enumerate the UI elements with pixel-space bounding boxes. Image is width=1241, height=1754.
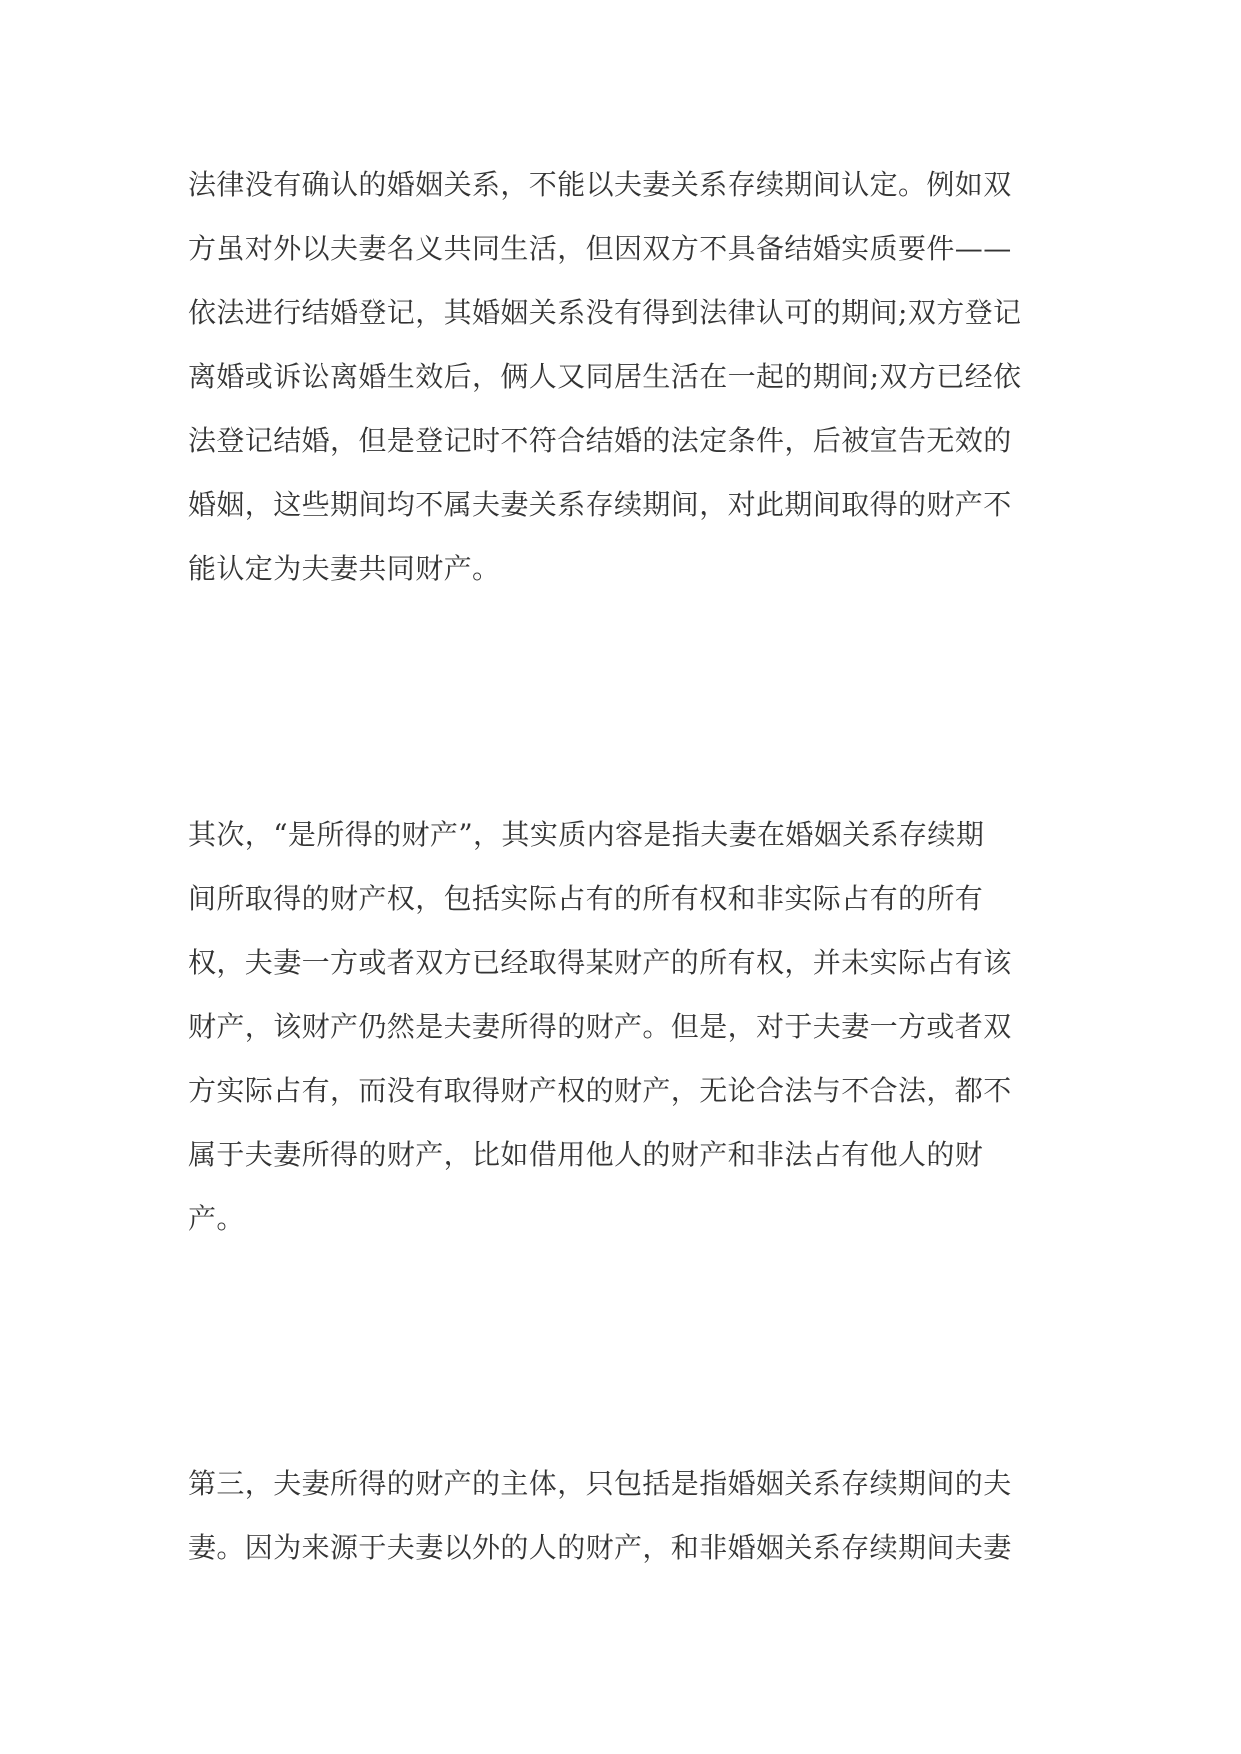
paragraph-line: 能认定为夫妻共同财产。 [188, 552, 501, 585]
paragraph-line: 方虽对外以夫妻名义共同生活，但因双方不具备结婚实质要件—— [188, 232, 1012, 265]
paragraph-line: 属于夫妻所得的财产，比如借用他人的财产和非法占有他人的财 [188, 1138, 984, 1171]
paragraph-line: 间所取得的财产权，包括实际占有的所有权和非实际占有的所有 [188, 882, 984, 915]
paragraph-line: 权，夫妻一方或者双方已经取得某财产的所有权，并未实际占有该 [188, 946, 1012, 979]
paragraph-line: 产。 [188, 1202, 245, 1235]
paragraph-line: 方实际占有，而没有取得财产权的财产，无论合法与不合法，都不 [188, 1074, 1012, 1107]
paragraph-line: 离婚或诉讼离婚生效后，俩人又同居生活在一起的期间;双方已经依 [188, 360, 1022, 393]
paragraph-line: 婚姻，这些期间均不属夫妻关系存续期间，对此期间取得的财产不 [188, 488, 1012, 521]
paragraph-line: 法登记结婚，但是登记时不符合结婚的法定条件，后被宣告无效的 [188, 424, 1012, 457]
paragraph-line: 妻。因为来源于夫妻以外的人的财产，和非婚姻关系存续期间夫妻 [188, 1531, 1012, 1564]
paragraph-line: 法律没有确认的婚姻关系，不能以夫妻关系存续期间认定。例如双 [188, 168, 1012, 201]
paragraph-line: 财产，该财产仍然是夫妻所得的财产。但是，对于夫妻一方或者双 [188, 1010, 1012, 1043]
paragraph-line: 其次，“是所得的财产”，其实质内容是指夫妻在婚姻关系存续期 [188, 818, 985, 851]
paragraph-line: 依法进行结婚登记，其婚姻关系没有得到法律认可的期间;双方登记 [188, 296, 1022, 329]
paragraph-line: 第三，夫妻所得的财产的主体，只包括是指婚姻关系存续期间的夫 [188, 1467, 1012, 1500]
